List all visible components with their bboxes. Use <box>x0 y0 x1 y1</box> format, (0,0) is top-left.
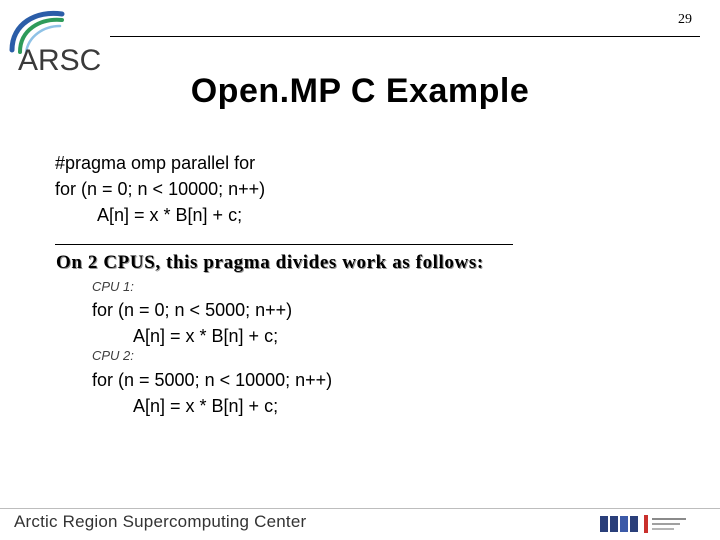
section-divider <box>55 244 513 245</box>
cpu2-code-line-2: A[n] = x * B[n] + c; <box>133 396 279 416</box>
footer-text: Arctic Region Supercomputing Center <box>14 512 307 531</box>
logo-text: ARSC <box>18 44 102 77</box>
hpc-logo <box>598 512 710 536</box>
code-line-3: A[n] = x * B[n] + c; <box>97 205 243 225</box>
subheading: On 2 CPUS, this pragma divides work as follows: <box>56 252 484 273</box>
cpu2-code-line-1: for (n = 5000; n < 10000; n++) <box>92 370 333 390</box>
slide-title: Open.MP C Example <box>190 72 530 110</box>
page-number: 29 <box>678 12 692 27</box>
cpu1-code-line-1: for (n = 0; n < 5000; n++) <box>92 300 293 320</box>
footer-rule <box>0 508 720 509</box>
cpu1-label: CPU 1: <box>92 279 134 294</box>
cpu2-label: CPU 2: <box>92 348 134 363</box>
arsc-logo <box>4 6 110 78</box>
header-rule <box>110 36 700 37</box>
code-line-2: for (n = 0; n < 10000; n++) <box>55 179 266 199</box>
cpu1-code-line-2: A[n] = x * B[n] + c; <box>133 326 279 346</box>
code-line-1: #pragma omp parallel for <box>55 153 256 173</box>
